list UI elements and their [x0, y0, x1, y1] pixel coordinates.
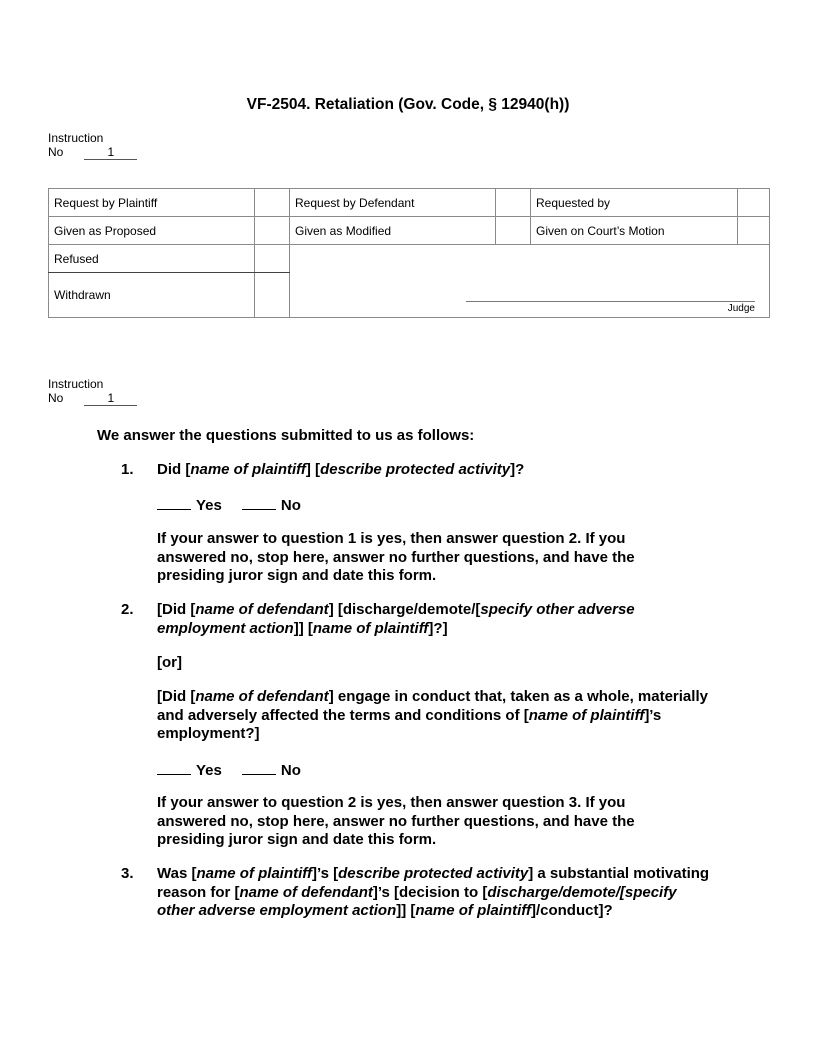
question-2-followup: If your answer to question 2 is yes, then answer question 3. If you answered no, stop here, answer no further questions, and have the presiding juror sign and date this form. [157, 794, 635, 848]
no-label: No [48, 391, 64, 405]
judge-label: Judge [727, 303, 755, 314]
judge-signature-area[interactable] [290, 245, 770, 318]
question-1-no-blank[interactable] [242, 495, 276, 510]
refused-checkbox[interactable] [255, 245, 290, 273]
question-2-alt1-text: [Did [name of defendant] [discharge/demote/[specify other adverse employment action]] [name of plaintiff]?] [157, 601, 635, 637]
given-as-proposed-label: Given as Proposed [49, 217, 255, 245]
question-3-text: Was [name of plaintiff]’s [describe protected activity] a substantial motivating reason for [name of defendant]’s [decision to [discharge/demote/[specify other adverse employment action]] [name of plaintiff]/conduct]? [157, 865, 710, 919]
question-1-answer [157, 495, 727, 516]
instruction-number-block [48, 131, 137, 160]
instruction-label: Instruction [48, 131, 104, 145]
question-2-no-blank[interactable] [242, 760, 276, 775]
given-as-proposed-checkbox[interactable] [255, 217, 290, 245]
given-on-courts-motion-checkbox[interactable] [738, 217, 770, 245]
question-2-alt2-text: [Did [name of defendant] engage in conduct that, taken as a whole, materially and adversely affected the terms and conditions of [name of plaintiff]’s employment?] [157, 688, 708, 742]
question-1-yes-blank[interactable] [157, 495, 191, 510]
judge-signature-line [466, 301, 755, 302]
question-2-yes-blank[interactable] [157, 760, 191, 775]
page-title: VF-2504. Retaliation (Gov. Code, § 12940(h)) [246, 96, 570, 113]
request-by-plaintiff-checkbox[interactable] [255, 189, 290, 217]
given-as-modified-checkbox[interactable] [496, 217, 531, 245]
request-status-table [48, 188, 770, 318]
refused-label: Refused [49, 245, 255, 273]
question-1-number: 1. [121, 461, 134, 478]
request-by-defendant-label: Request by Defendant [290, 189, 496, 217]
question-2-answer [157, 760, 727, 781]
question-1-text: Did [name of plaintiff] [describe protected activity]? [157, 461, 525, 478]
requested-by-label: Requested by [531, 189, 738, 217]
intro-statement: We answer the questions submitted to us as follows: [97, 427, 475, 444]
instruction-number-field[interactable]: 1 [84, 392, 137, 406]
no-label: No [280, 762, 301, 779]
instruction-number-field[interactable]: 1 [84, 146, 137, 160]
given-on-courts-motion-label: Given on Court’s Motion [531, 217, 738, 245]
requested-by-checkbox[interactable] [738, 189, 770, 217]
no-label: No [48, 145, 64, 159]
instruction-label: Instruction [48, 377, 104, 391]
no-label: No [280, 497, 301, 514]
withdrawn-label: Withdrawn [49, 273, 255, 318]
question-1-followup: If your answer to question 1 is yes, then answer question 2. If you answered no, stop here, answer no further questions, and have the presiding juror sign and date this form. [157, 530, 635, 584]
instruction-number-block-2 [48, 377, 137, 406]
yes-label: Yes [196, 762, 222, 779]
yes-label: Yes [196, 497, 222, 514]
withdrawn-checkbox[interactable] [255, 273, 290, 318]
request-by-plaintiff-label: Request by Plaintiff [49, 189, 255, 217]
given-as-modified-label: Given as Modified [290, 217, 496, 245]
question-3-number: 3. [121, 865, 134, 882]
question-2-or: [or] [157, 654, 182, 671]
question-2-number: 2. [121, 601, 134, 618]
request-by-defendant-checkbox[interactable] [496, 189, 531, 217]
